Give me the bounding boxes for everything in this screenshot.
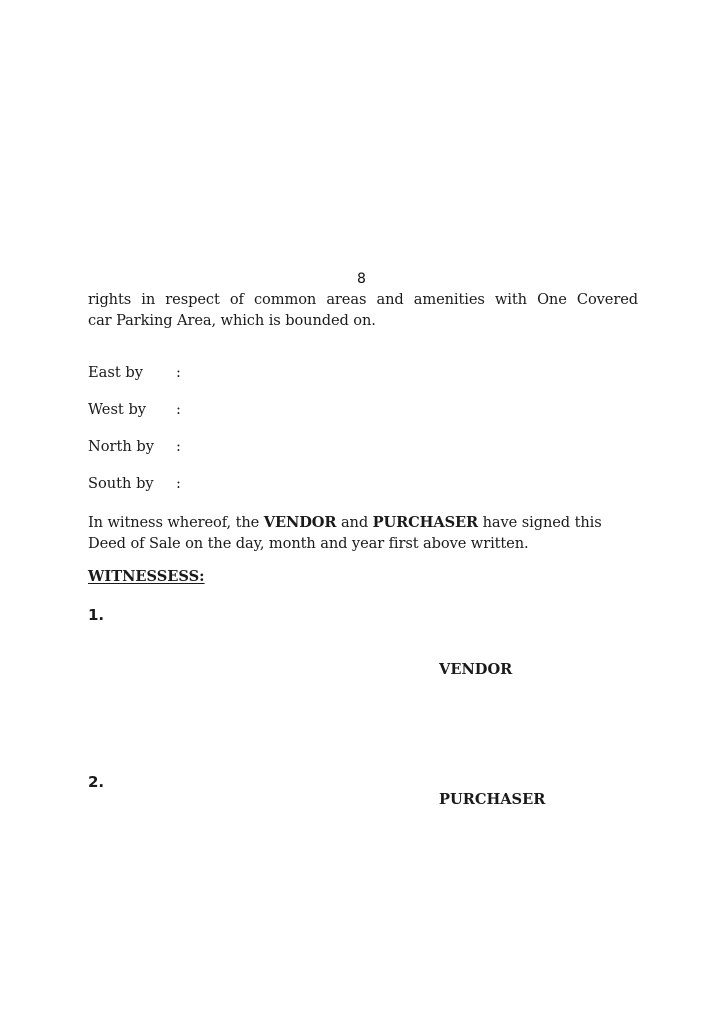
boundary-label: North by [88, 438, 155, 455]
attestation-suffix: have signed this [478, 514, 602, 531]
property-description [88, 289, 638, 331]
attestation-line-2: Deed of Sale on the day, month and year first above written. [88, 535, 529, 552]
boundary-separator: : [176, 401, 181, 418]
attestation-line-1 [88, 512, 638, 533]
attestation-middle: and [336, 514, 373, 531]
boundary-separator: : [176, 438, 181, 455]
vendor-signature-label: VENDOR [439, 661, 513, 678]
boundary-south [88, 475, 181, 493]
boundary-label: East by [88, 364, 143, 381]
purchaser-signature-label: PURCHASER [439, 791, 546, 808]
witness-2-number: 2. [88, 773, 105, 791]
vendor-term: VENDOR [263, 514, 337, 531]
boundary-north [88, 438, 181, 456]
boundary-separator: : [176, 475, 181, 492]
boundary-west [88, 401, 181, 419]
boundary-east [88, 364, 181, 382]
description-line-1: rights in respect of common areas and amenities with One Covered [88, 291, 638, 308]
witnesses-heading: WITNESSESS: [88, 568, 205, 585]
attestation-prefix: In witness whereof, the [88, 514, 264, 531]
purchaser-term: PURCHASER [372, 514, 479, 531]
description-line-2: car Parking Area, which is bounded on. [88, 312, 376, 329]
boundary-label: West by [88, 401, 147, 418]
boundary-separator: : [176, 364, 181, 381]
page-number: 8 [357, 271, 366, 287]
boundary-label: South by [88, 475, 154, 492]
attestation-clause [88, 512, 638, 554]
witness-1-number: 1. [88, 606, 105, 624]
